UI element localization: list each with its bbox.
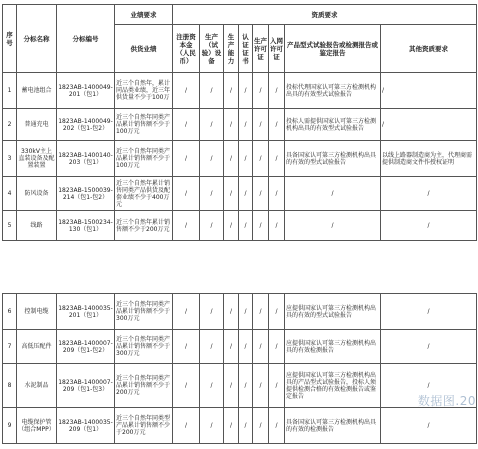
table-row — [3, 408, 477, 444]
cell-seq: 8 — [3, 364, 17, 408]
cell-equip: / — [200, 109, 224, 141]
cell-cert: / — [239, 211, 253, 241]
cell-capacity: / — [224, 408, 239, 444]
cell-name: 线路 — [17, 211, 57, 241]
cell-other: / — [381, 294, 477, 330]
table-row — [3, 294, 477, 330]
table-row — [3, 211, 477, 241]
header-perf-supply: 供货业绩 — [115, 25, 173, 73]
cell-prod-license: / — [253, 294, 269, 330]
cell-other: 以线上路器制造商为主，代理商需提供制造商文件作授权证明 — [381, 141, 477, 177]
cell-capacity: / — [224, 141, 239, 177]
cell-report: / — [285, 211, 381, 241]
cell-code: 1823AB-1400035-201（包1） — [57, 294, 115, 330]
cell-other: / — [381, 364, 477, 408]
cell-prod-license: / — [253, 177, 269, 211]
cell-perf: 近三个自然年累计销售同类产品供货及配套业绩不少于400万元 — [115, 177, 173, 211]
cell-name: 330kV主上直装设备及配置装置 — [17, 141, 57, 177]
cell-report: 投标代理国家认可第三方检测机构出具的有效型式试验报告 — [285, 73, 381, 109]
cell-seq: 1 — [3, 73, 17, 109]
cell-code: 1823AB-1400049-202（包1-包2） — [57, 109, 115, 141]
header-prod-capacity: 生产能力 — [224, 25, 239, 73]
cell-report: 投标人需提供国家认可第三方检测机构出具的有效型式试验报告 — [285, 109, 381, 141]
header-perf-group: 业绩要求 — [115, 5, 173, 25]
cell-seq: 4 — [3, 177, 17, 211]
requirements-table-top — [2, 4, 477, 241]
cell-prod-license: / — [253, 330, 269, 364]
cell-perf: 近三个自然年同类产品累计销售额不少于300万元 — [115, 330, 173, 364]
cell-capital: / — [173, 408, 200, 444]
cell-equip: / — [200, 330, 224, 364]
requirements-table-bottom — [2, 293, 477, 444]
cell-equip: / — [200, 141, 224, 177]
cell-cert: / — [239, 330, 253, 364]
cell-other: / — [381, 109, 477, 141]
cell-perf: 近三个自然年同类产品累计销售额不少于100万元 — [115, 109, 173, 141]
header-name: 分标名称 — [17, 5, 57, 73]
cell-cert: / — [239, 408, 253, 444]
cell-capital: / — [173, 211, 200, 241]
header-prod-license: 生产许可证 — [253, 25, 269, 73]
cell-perf: 近三个自然年同类产品累计销售额不少于200万元 — [115, 364, 173, 408]
cell-network-license: / — [269, 408, 285, 444]
header-other: 其他资质要求 — [381, 25, 477, 73]
cell-capacity: / — [224, 73, 239, 109]
cell-capital: / — [173, 294, 200, 330]
table-row — [3, 364, 477, 408]
cell-network-license: / — [269, 294, 285, 330]
cell-prod-license: / — [253, 73, 269, 109]
cell-network-license: / — [269, 177, 285, 211]
cell-code: 1823AB-1500234-130（包1） — [57, 211, 115, 241]
cell-code: 1823AB-1500039-214（包1-包2） — [57, 177, 115, 211]
cell-capacity: / — [224, 364, 239, 408]
cell-cert: / — [239, 73, 253, 109]
cell-capacity: / — [224, 330, 239, 364]
cell-capital: / — [173, 73, 200, 109]
cell-other: / — [381, 408, 477, 444]
header-capital: 注册资本金（人民币） — [173, 25, 200, 73]
cell-seq: 6 — [3, 294, 17, 330]
header-code: 分标编号 — [57, 5, 115, 73]
cell-code: 1823AB-1400049-201（包1） — [57, 73, 115, 109]
cell-equip: / — [200, 364, 224, 408]
cell-equip: / — [200, 408, 224, 444]
cell-perf: 近三个自然年同类产品累计销售额不少于100万元 — [115, 141, 173, 177]
cell-network-license: / — [269, 73, 285, 109]
cell-cert: / — [239, 364, 253, 408]
cell-code: 1823AB-1400007-209（包1-包3） — [57, 364, 115, 408]
cell-code: 1823AB-1400007-209（包1-包2） — [57, 330, 115, 364]
cell-report: 应提供国家认可第三方检测机构出具的有效检测报告 — [285, 330, 381, 364]
cell-prod-license: / — [253, 141, 269, 177]
cell-cert: / — [239, 294, 253, 330]
cell-capital: / — [173, 364, 200, 408]
watermark: 数据图.20 — [417, 394, 476, 408]
table-row — [3, 109, 477, 141]
cell-equip: / — [200, 73, 224, 109]
cell-prod-license: / — [253, 364, 269, 408]
header-test-report: 产品型式试验报告或检测报告或鉴定报告 — [285, 25, 381, 73]
header-network-license: 入网许可证 — [269, 25, 285, 73]
cell-cert: / — [239, 109, 253, 141]
cell-seq: 5 — [3, 211, 17, 241]
cell-report: 具备国家认可第三方检测机构出具的有效的型式试验报告 — [285, 141, 381, 177]
cell-report: 应提供国家认可第三方检测机构出具的有效的型式试验报告 — [285, 294, 381, 330]
cell-other: / — [381, 330, 477, 364]
cell-seq: 3 — [3, 141, 17, 177]
cell-report: 具备国家认可第三方检测机构出具的有效的检测报告 — [285, 408, 381, 444]
cell-network-license: / — [269, 330, 285, 364]
header-prod-equip: 生产（试验）设备 — [200, 25, 224, 73]
cell-other: / — [381, 73, 477, 109]
cell-prod-license: / — [253, 408, 269, 444]
table-row — [3, 141, 477, 177]
cell-capacity: / — [224, 211, 239, 241]
cell-seq: 7 — [3, 330, 17, 364]
cell-code: 1823AB-1400140-203（包1） — [57, 141, 115, 177]
cell-name: 防风设备 — [17, 177, 57, 211]
cell-capital: / — [173, 109, 200, 141]
cell-perf: 近三个自然年累计销售额不少于200万元 — [115, 211, 173, 241]
cell-report: / — [285, 177, 381, 211]
cell-report: 应提供国家认可第三方检测机构出具的产品型式试验报告，投标人须提供检测合格的有效检测报告或鉴定报告 — [285, 364, 381, 408]
cell-network-license: / — [269, 364, 285, 408]
table-row — [3, 177, 477, 211]
cell-prod-license: / — [253, 109, 269, 141]
table-row — [3, 330, 477, 364]
cell-capital: / — [173, 177, 200, 211]
cell-capital: / — [173, 330, 200, 364]
cell-capacity: / — [224, 177, 239, 211]
cell-network-license: / — [269, 211, 285, 241]
header-qual-group: 资质要求 — [173, 5, 477, 25]
cell-name: 电缆保护管（组合MPP） — [17, 408, 57, 444]
cell-name: 水泥制品 — [17, 364, 57, 408]
cell-code: 1823AB-1400035-209（包1） — [57, 408, 115, 444]
header-cert: 认证证书 — [239, 25, 253, 73]
cell-cert: / — [239, 177, 253, 211]
cell-name: 控制电缆 — [17, 294, 57, 330]
cell-other: / — [381, 211, 477, 241]
cell-equip: / — [200, 177, 224, 211]
cell-perf: 近三个自然年，累计同品类业绩，近三年供货量不少于100万 — [115, 73, 173, 109]
cell-other: / — [381, 177, 477, 211]
cell-network-license: / — [269, 109, 285, 141]
cell-capital: / — [173, 141, 200, 177]
header-seq: 序号 — [3, 5, 17, 73]
table-row — [3, 73, 477, 109]
cell-prod-license: / — [253, 211, 269, 241]
cell-network-license: / — [269, 141, 285, 177]
cell-seq: 2 — [3, 109, 17, 141]
cell-equip: / — [200, 294, 224, 330]
cell-perf: 近三个自然年同类产品累计销售额不少于300万元 — [115, 294, 173, 330]
cell-name: 高低压配件 — [17, 330, 57, 364]
cell-name: 蓄电池组合 — [17, 73, 57, 109]
cell-cert: / — [239, 141, 253, 177]
header-row-top — [3, 5, 477, 25]
cell-name: 普通充电 — [17, 109, 57, 141]
cell-equip: / — [200, 211, 224, 241]
cell-perf: 近三个自然年同类型产品累计销售额不少于200万元 — [115, 408, 173, 444]
cell-seq: 9 — [3, 408, 17, 444]
cell-capacity: / — [224, 294, 239, 330]
cell-capacity: / — [224, 109, 239, 141]
